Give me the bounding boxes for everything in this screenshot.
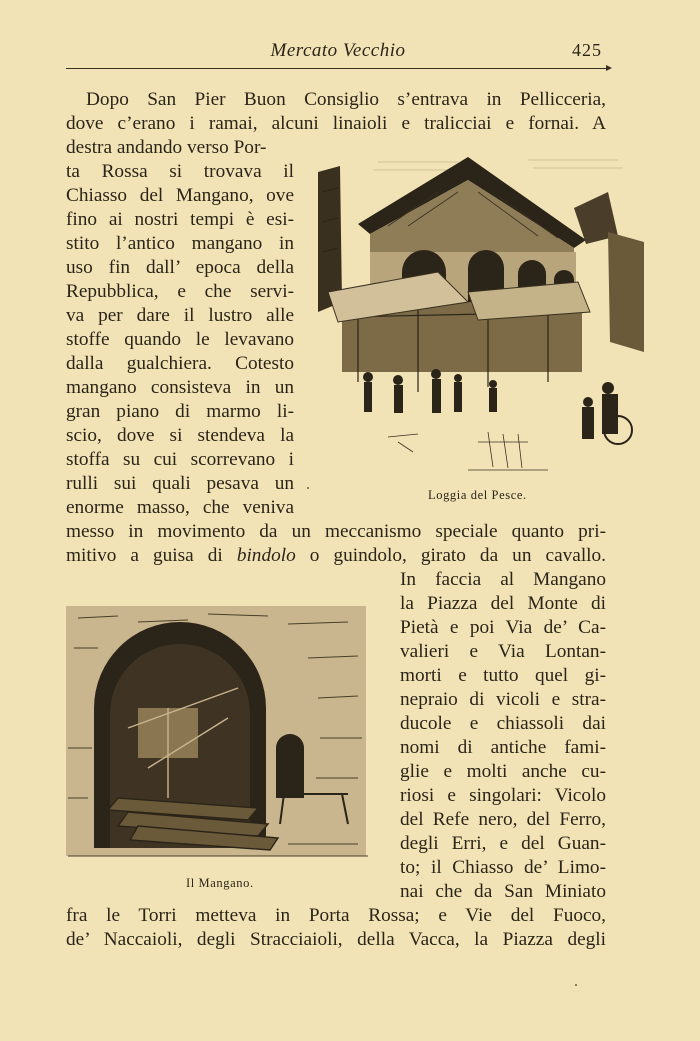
text-segment: mitivo a guisa di (66, 545, 237, 566)
text-line: nepraio di vicoli e stra- (400, 689, 606, 710)
text-line: ta Rossa si trovava il (66, 161, 294, 182)
text-line: Repubblica, e che servi- (66, 281, 294, 302)
text-line: destra andando verso Por- (66, 137, 267, 158)
text-line: ducole e chiassoli dai (400, 713, 606, 734)
text-line: Dopo San Pier Buon Consiglio s’entrava in Pellicceria, (86, 89, 606, 110)
text-line: nomi di antiche fami- (400, 737, 606, 758)
text-line: In faccia al Mangano (400, 569, 606, 590)
text-line: enorme masso, che veniva (66, 497, 294, 518)
text-line: va per dare il lustro alle (66, 305, 294, 326)
running-title: Mercato Vecchio (270, 40, 406, 61)
text-line: riosi e singolari: Vicolo (400, 785, 606, 806)
text-line (66, 544, 606, 568)
text-line: uso fin dall’ epoca della (66, 257, 294, 278)
text-line: gran piano di marmo li- (66, 401, 294, 422)
speck (307, 487, 309, 489)
text-line: Chiasso del Mangano, ove (66, 185, 294, 206)
text-line: stoffa su cui scorrevano i (66, 449, 294, 470)
text-segment: o guindolo, girato da un cavallo. (295, 545, 606, 566)
loggia-illustration (318, 152, 646, 480)
text-line: dalla gualchiera. Cotesto (66, 353, 294, 374)
text-line: fra le Torri metteva in Porta Rossa; e Vie del Fuoco, (66, 905, 606, 926)
text-line: del Refe nero, del Ferro, (400, 809, 606, 830)
text-line: degli Erri, e del Guan- (400, 833, 606, 854)
text-line: morti e tutto quel gi- (400, 665, 606, 686)
caption-mangano: Il Mangano. (186, 876, 254, 890)
text-line: stito l’antico mangano in (66, 233, 294, 254)
text-line: valieri e Via Lontan- (400, 641, 606, 662)
caption-loggia: Loggia del Pesce. (428, 488, 527, 502)
text-line: dove c’erano i ramai, alcuni linaioli e tralicciai e fornai. A (66, 113, 606, 134)
page-number: 425 (572, 40, 602, 60)
text-line: mangano consisteva in un (66, 377, 294, 398)
running-head (66, 40, 610, 66)
text-line: scio, dove si stendeva la (66, 425, 294, 446)
text-line: la Piazza del Monte di (400, 593, 606, 614)
text-line: fino ai nostri tempi è esi- (66, 209, 294, 230)
italic-word-bindolo: bindolo (236, 545, 296, 566)
text-line: rulli sui quali pesava un (66, 473, 294, 494)
text-line: de’ Naccaioli, degli Stracciaioli, della Vacca, la Piazza degli (66, 929, 606, 950)
text-line: Pietà e poi Via de’ Ca- (400, 617, 606, 638)
header-rule-ornament (606, 65, 612, 71)
text-line: to; il Chiasso de’ Limo- (400, 857, 606, 878)
text-line: glie e molti anche cu- (400, 761, 606, 782)
speck (575, 984, 577, 986)
header-rule (66, 68, 608, 69)
text-line: messo in movimento da un meccanismo speciale quanto pri- (66, 521, 606, 542)
mangano-illustration (58, 598, 382, 864)
text-line: nai che da San Miniato (400, 881, 606, 902)
text-line: stoffe quando le levavano (66, 329, 294, 350)
